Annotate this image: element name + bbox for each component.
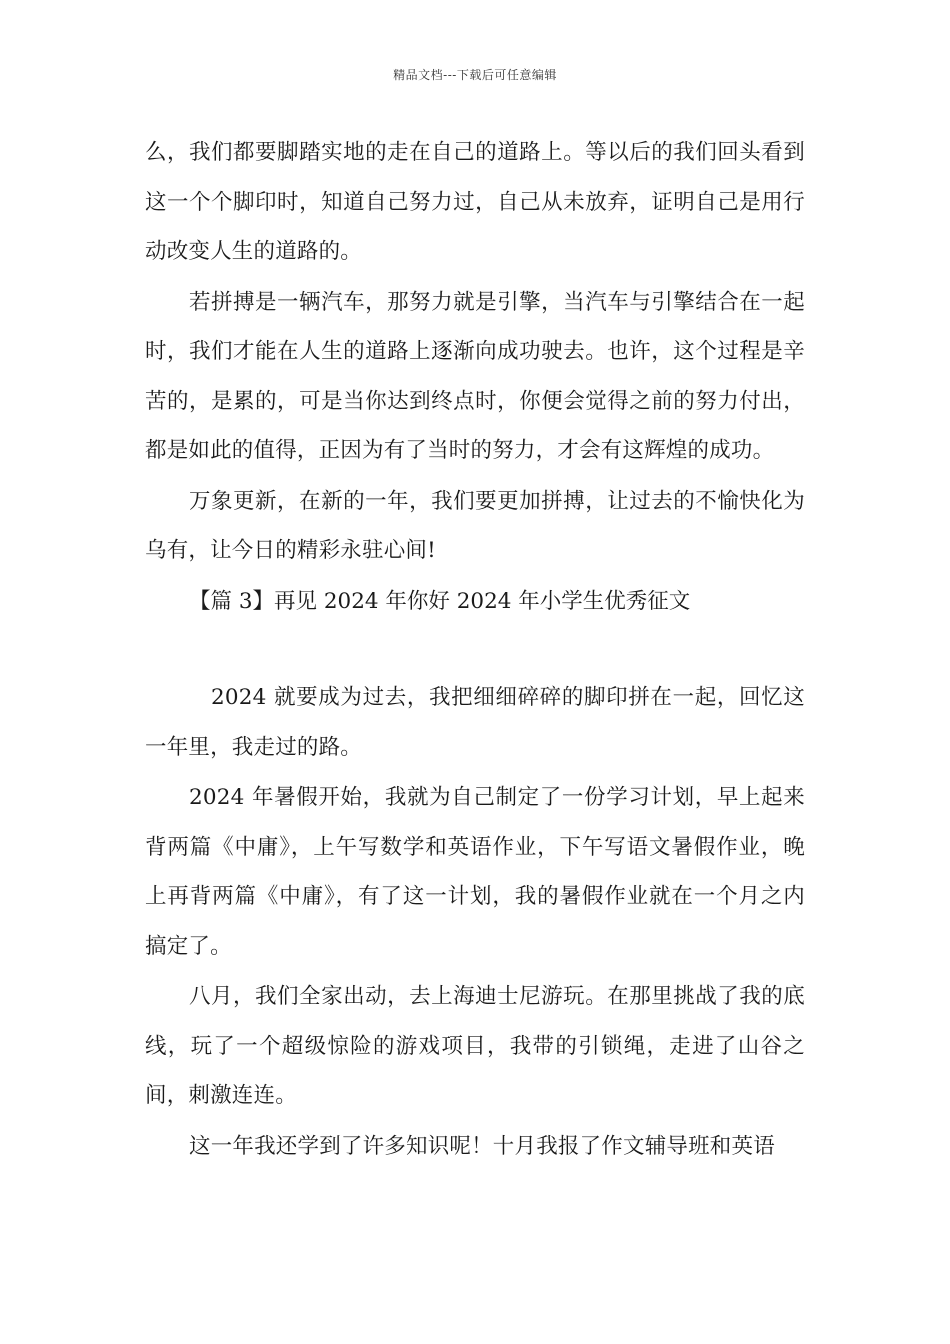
paragraph-3: 万象更新，在新的一年，我们要更加拼搏，让过去的不愉快化为乌有，让今日的精彩永驻心间! (145, 488, 805, 563)
paragraph-1: 么，我们都要脚踏实地的走在自己的道路上。等以后的我们回头看到这一个个脚印时，知道自己努力过，自己从未放弃，证明自己是用行动改变人生的道路的。 (145, 140, 805, 264)
paragraph-5: 2024 年暑假开始，我就为自己制定了一份学习计划，早上起来背两篇《中庸》，上午写数学和英语作业，下午写语文暑假作业，晚上再背两篇《中庸》，有了这一计划，我的暑假作业就在一个月之内搞定了。 (145, 785, 805, 959)
paragraph-2: 若拼搏是一辆汽车，那努力就是引擎，当汽车与引擎结合在一起时，我们才能在人生的道路上逐渐向成功驶去。也许，这个过程是辛苦的，是累的，可是当你达到终点时，你便会觉得之前的努力付出，都是如此的值得，正因为有了当时的努力，才会有这辉煌的成功。 (145, 289, 805, 463)
paragraph-6: 八月，我们全家出动，去上海迪士尼游玩。在那里挑战了我的底线，玩了一个超级惊险的游戏项目，我带的引锁绳，走进了山谷之间，刺激连连。 (145, 984, 805, 1108)
section-title: 【篇 3】再见 2024 年你好 2024 年小学生优秀征文 (189, 588, 691, 614)
page-header: 精品文档---下载后可任意编辑 (393, 68, 557, 82)
paragraph-4: 2024 就要成为过去，我把细细碎碎的脚印拼在一起，回忆这一年里，我走过的路。 (145, 685, 805, 760)
paragraph-7: 这一年我还学到了许多知识呢！十月我报了作文辅导班和英语 (189, 1133, 775, 1159)
document-body (145, 128, 805, 1172)
